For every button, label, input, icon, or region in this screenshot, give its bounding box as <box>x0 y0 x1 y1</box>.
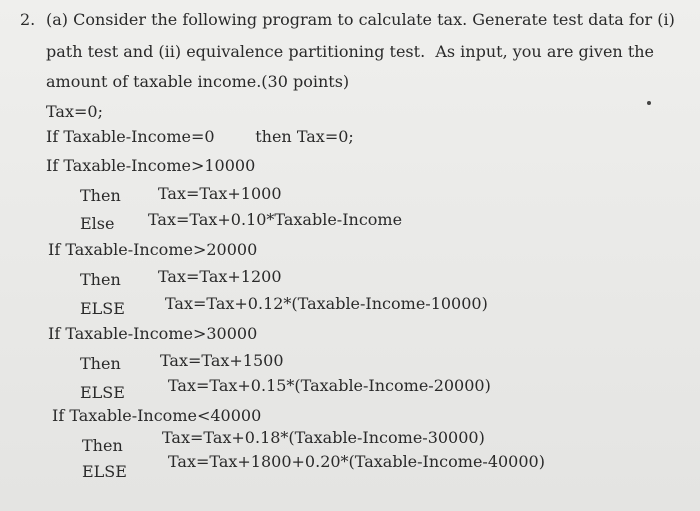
code-else-keyword: Else <box>80 214 115 233</box>
code-then-keyword: Then <box>80 186 121 205</box>
code-if-zero: If Taxable-Income=0 then Tax=0; <box>46 127 354 146</box>
question-line-3: amount of taxable income.(30 points) <box>46 72 350 91</box>
code-then-statement: Tax=Tax+1500 <box>160 351 284 370</box>
code-init: Tax=0; <box>46 102 103 121</box>
code-then-keyword: Then <box>80 270 121 289</box>
code-else-keyword: ELSE <box>80 383 125 402</box>
code-then-statement: Tax=Tax+1000 <box>158 184 282 203</box>
code-if-20000: If Taxable-Income>20000 <box>48 240 258 259</box>
question-line-1: (a) Consider the following program to calculate tax. Generate test data for (i) <box>46 10 675 29</box>
code-then-keyword: Then <box>80 354 121 373</box>
code-else-keyword: ELSE <box>80 299 125 318</box>
code-else-statement: Tax=Tax+0.15*(Taxable-Income-20000) <box>168 376 491 395</box>
code-if-30000: If Taxable-Income>30000 <box>48 324 258 343</box>
code-then-statement: Tax=Tax+1200 <box>158 267 282 286</box>
code-if-10000: If Taxable-Income>10000 <box>46 156 256 175</box>
question-line-2: path test and (ii) equivalence partitioning test. As input, you are given the <box>46 42 655 61</box>
code-else-statement: Tax=Tax+0.10*Taxable-Income <box>148 210 403 229</box>
code-if-40000: If Taxable-Income<40000 <box>52 406 262 425</box>
code-else-statement: Tax=Tax+0.12*(Taxable-Income-10000) <box>165 294 488 313</box>
ink-dot <box>647 101 651 105</box>
code-else-statement: Tax=Tax+1800+0.20*(Taxable-Income-40000) <box>168 452 545 471</box>
code-then-keyword: Then <box>82 436 123 455</box>
question-number: 2. <box>20 10 36 29</box>
code-then-statement: Tax=Tax+0.18*(Taxable-Income-30000) <box>162 428 485 447</box>
code-else-keyword: ELSE <box>82 462 127 481</box>
